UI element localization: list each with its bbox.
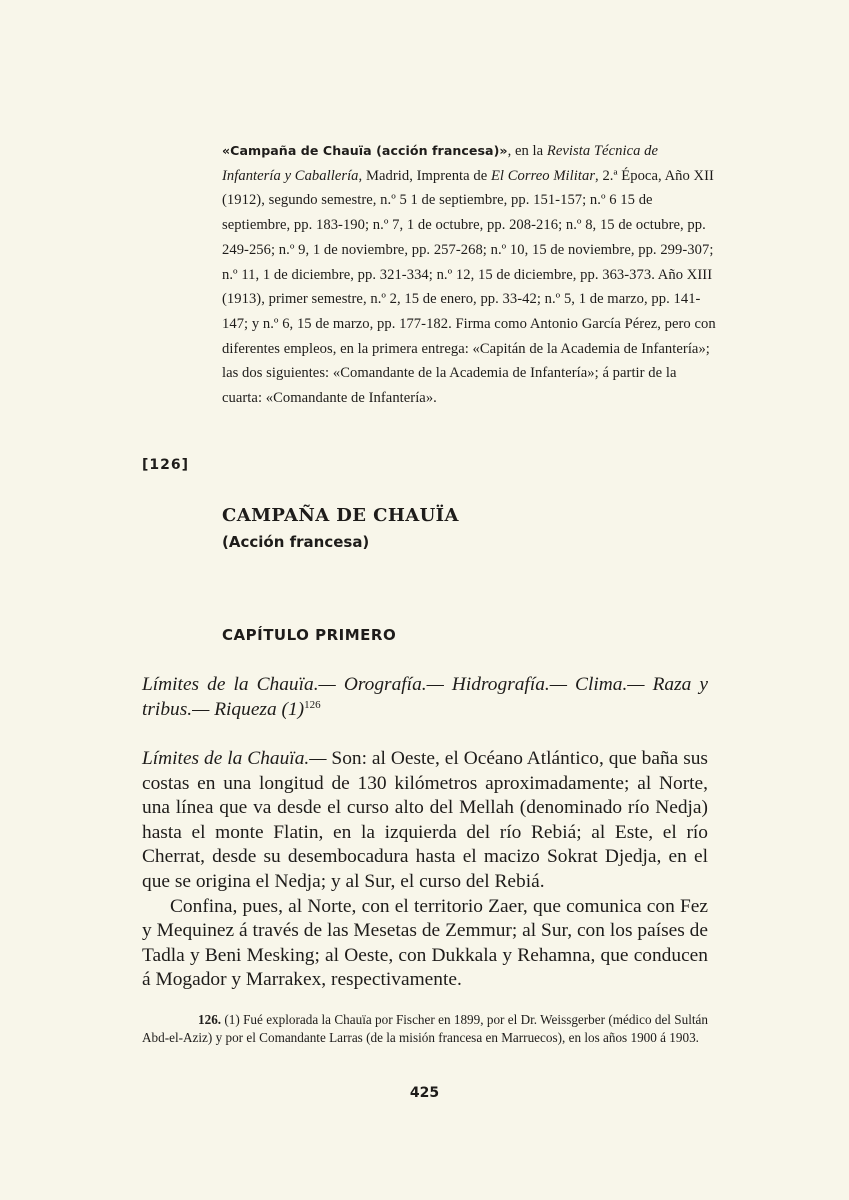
document-subtitle: (Acción francesa) — [222, 533, 370, 551]
footnote — [142, 1011, 708, 1046]
article-title: «Campaña de Chauïa (acción francesa)» — [222, 143, 508, 158]
biblio-text: , Madrid, Imprenta de — [358, 167, 491, 184]
document-title: CAMPAÑA DE CHAUÏA — [222, 505, 459, 526]
document-number: [126] — [142, 457, 190, 473]
chapter-heading: CAPÍTULO PRIMERO — [222, 626, 397, 644]
paragraph-text: Son: al Oeste, el Océano Atlántico, que baña sus costas en una longitud de 130 kilómetros aproximadamente; al Norte, una línea que va desde el curso alto del Mellah (denominado río Nedja) hasta el monte Flatin, en la izquierda del río Rebiá; al Este, el río Cherrat, desde su desembocadura hasta el macizo Sokrat Djedja, en el que se origina el Nedja; y al Sur, el curso del Rebiá. — [142, 748, 708, 892]
page-number: 425 — [409, 1085, 440, 1101]
paragraph — [142, 747, 708, 895]
footnote-number: 126. — [198, 1012, 222, 1027]
biblio-text: , 2.ª Época, Año XII (1912), segundo semestre, n.º 5 1 de septiembre, pp. 151-157; n.º 6 15 de septiembre, pp. 183-190; n.º 7, 1 de octubre, pp. 208-216; n.º 8, 15 de octubre, pp. 249-256; n.º 9, 1 de noviembre, pp. 257-268; n.º 10, 15 de noviembre, pp. 299-307; n.º 11, 1 de diciembre, pp. 321-334; n.º 12, 15 de diciembre, pp. 363-373. Año XIII (1913), primer semestre, n.º 2, 15 de enero, pp. 33-42; n.º 5, 1 de marzo, pp. 141-147; y n.º 6, 15 de marzo, pp. 177-182. Firma como Antonio García Pérez, pero con diferentes empleos, en la primera entrega: «Capitán de la Academia de Infantería»; las dos siguientes: «Comandante de la Academia de Infantería»; á partir de la cuarta: «Comandante de Infantería». — [222, 167, 716, 407]
biblio-text: , en la — [507, 143, 547, 159]
paragraph-lead: Límites de la Chauïa.— — [142, 748, 327, 769]
summary-text: Límites de la Chauïa.— Orografía.— Hidrografía.— Clima.— Raza y tribus.— Riqueza (1) — [142, 674, 708, 720]
paragraph: Confina, pues, al Norte, con el territorio Zaer, que comunica con Fez y Mequinez á través de las Mesetas de Zemmur; al Sur, con los países de Tadla y Beni Mesking; al Oeste, con Dukkala y Rehamna, que conducen á Mogador y Marrakex, respectivamente. — [142, 895, 708, 991]
publisher-name: El Correo Militar — [490, 167, 596, 184]
bibliographic-note — [222, 139, 716, 411]
body-text — [142, 747, 708, 993]
footnote-reference: 126 — [304, 699, 321, 711]
footnote-text: (1) Fué explorada la Chauïa por Fischer en 1899, por el Dr. Weissgerber (médico del Sultán Abd-el-Aziz) y por el Comandante Larras (de la misión francesa en Marruecos), en los años 1900 á 1903. — [142, 1012, 708, 1045]
journal-title: Revista Técnica de Infantería y Caballería — [222, 143, 659, 184]
chapter-summary — [142, 672, 708, 722]
